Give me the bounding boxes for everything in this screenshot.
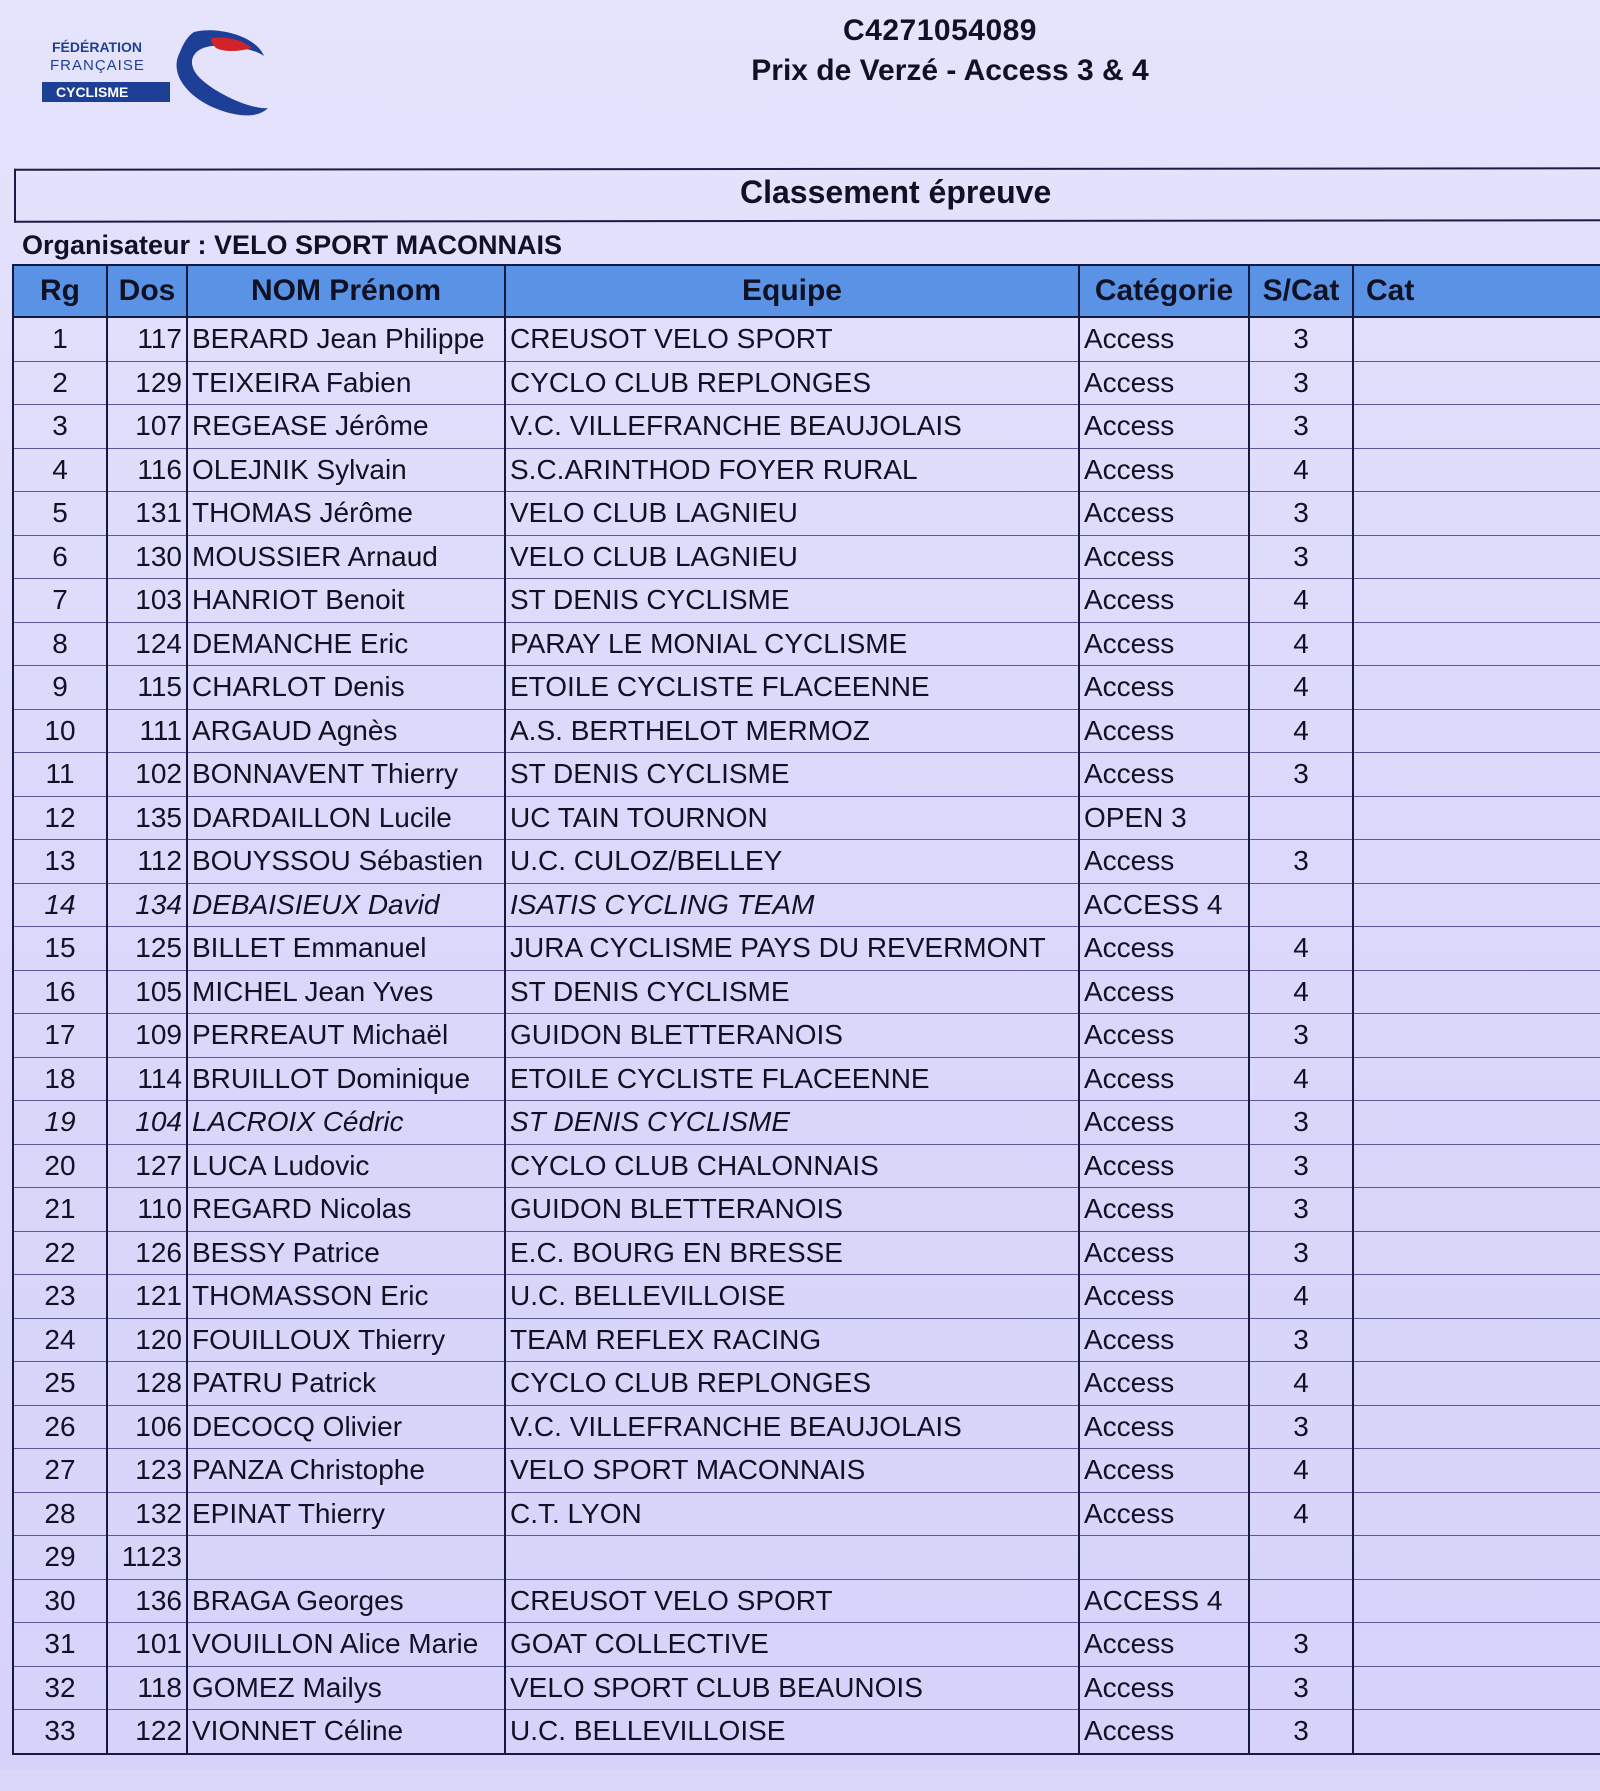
table-row[interactable] bbox=[13, 361, 1600, 405]
rider-name-cell bbox=[187, 1536, 505, 1580]
cat-cell bbox=[1353, 666, 1600, 710]
cat-cell bbox=[1353, 1231, 1600, 1275]
cat-cell bbox=[1353, 1014, 1600, 1058]
bib-cell: 125 bbox=[107, 927, 187, 971]
team-cell: JURA CYCLISME PAYS DU REVERMONT bbox=[505, 927, 1079, 971]
table-row[interactable] bbox=[13, 927, 1600, 971]
rider-name-cell: LUCA Ludovic bbox=[187, 1144, 505, 1188]
rider-name-cell: LACROIX Cédric bbox=[187, 1101, 505, 1145]
rider-name-cell: REGEASE Jérôme bbox=[187, 405, 505, 449]
cat-cell bbox=[1353, 492, 1600, 536]
rider-name-cell: THOMAS Jérôme bbox=[187, 492, 505, 536]
category-cell: Access bbox=[1079, 1188, 1249, 1232]
bib-cell: 106 bbox=[107, 1405, 187, 1449]
bib-cell: 101 bbox=[107, 1623, 187, 1667]
subcategory-cell: 4 bbox=[1249, 970, 1353, 1014]
rider-name-cell: MICHEL Jean Yves bbox=[187, 970, 505, 1014]
cat-cell bbox=[1353, 1144, 1600, 1188]
category-cell: Access bbox=[1079, 1623, 1249, 1667]
subcategory-cell: 4 bbox=[1249, 1362, 1353, 1406]
bib-cell: 117 bbox=[107, 317, 187, 361]
cat-cell bbox=[1353, 840, 1600, 884]
bib-cell: 102 bbox=[107, 753, 187, 797]
category-cell: Access bbox=[1079, 1492, 1249, 1536]
category-cell: Access bbox=[1079, 753, 1249, 797]
team-cell: VELO SPORT MACONNAIS bbox=[505, 1449, 1079, 1493]
category-cell: Access bbox=[1079, 1275, 1249, 1319]
category-cell: Access bbox=[1079, 579, 1249, 623]
rider-name-cell: EPINAT Thierry bbox=[187, 1492, 505, 1536]
cat-cell bbox=[1353, 579, 1600, 623]
category-cell: Access bbox=[1079, 535, 1249, 579]
rank-cell: 15 bbox=[13, 927, 107, 971]
rank-cell: 10 bbox=[13, 709, 107, 753]
rider-name-cell: OLEJNIK Sylvain bbox=[187, 448, 505, 492]
team-cell: CREUSOT VELO SPORT bbox=[505, 317, 1079, 361]
subcategory-cell: 3 bbox=[1249, 535, 1353, 579]
rider-name-cell: THOMASSON Eric bbox=[187, 1275, 505, 1319]
logo-line1: FÉDÉRATION bbox=[52, 39, 142, 55]
bib-cell: 136 bbox=[107, 1579, 187, 1623]
rider-name-cell: BRUILLOT Dominique bbox=[187, 1057, 505, 1101]
bib-cell: 114 bbox=[107, 1057, 187, 1101]
bib-cell: 118 bbox=[107, 1666, 187, 1710]
subcategory-cell bbox=[1249, 883, 1353, 927]
cat-cell bbox=[1353, 622, 1600, 666]
bib-cell: 135 bbox=[107, 796, 187, 840]
subcategory-cell: 3 bbox=[1249, 361, 1353, 405]
cat-cell bbox=[1353, 1623, 1600, 1667]
rank-cell: 2 bbox=[13, 361, 107, 405]
page-bottom-edge bbox=[0, 1770, 1600, 1791]
team-cell: GOAT COLLECTIVE bbox=[505, 1623, 1079, 1667]
subcategory-cell: 3 bbox=[1249, 1623, 1353, 1667]
rider-name-cell: MOUSSIER Arnaud bbox=[187, 535, 505, 579]
team-cell: VELO SPORT CLUB BEAUNOIS bbox=[505, 1666, 1079, 1710]
table-row[interactable] bbox=[13, 666, 1600, 710]
category-cell: OPEN 3 bbox=[1079, 796, 1249, 840]
team-cell: GUIDON BLETTERANOIS bbox=[505, 1188, 1079, 1232]
cat-cell bbox=[1353, 1101, 1600, 1145]
team-cell: C.T. LYON bbox=[505, 1492, 1079, 1536]
logo-line2: FRANÇAISE bbox=[50, 57, 145, 74]
subcategory-cell: 3 bbox=[1249, 1014, 1353, 1058]
cat-cell bbox=[1353, 796, 1600, 840]
subcategory-cell: 3 bbox=[1249, 1318, 1353, 1362]
subcategory-cell: 3 bbox=[1249, 1101, 1353, 1145]
section-title: Classement épreuve bbox=[740, 174, 1052, 210]
bib-cell: 109 bbox=[107, 1014, 187, 1058]
category-cell: Access bbox=[1079, 1405, 1249, 1449]
rank-cell: 31 bbox=[13, 1623, 107, 1667]
team-cell: CYCLO CLUB CHALONNAIS bbox=[505, 1144, 1079, 1188]
table-row[interactable] bbox=[13, 709, 1600, 753]
bib-cell: 129 bbox=[107, 361, 187, 405]
bib-cell: 126 bbox=[107, 1231, 187, 1275]
category-cell: Access bbox=[1079, 1101, 1249, 1145]
rank-cell: 21 bbox=[13, 1188, 107, 1232]
team-cell: GUIDON BLETTERANOIS bbox=[505, 1014, 1079, 1058]
subcategory-cell: 3 bbox=[1249, 753, 1353, 797]
cat-cell bbox=[1353, 535, 1600, 579]
rider-name-cell: HANRIOT Benoit bbox=[187, 579, 505, 623]
category-cell: Access bbox=[1079, 1318, 1249, 1362]
rider-name-cell: BOUYSSOU Sébastien bbox=[187, 840, 505, 884]
category-cell: Access bbox=[1079, 492, 1249, 536]
rank-cell: 24 bbox=[13, 1318, 107, 1362]
team-cell: ST DENIS CYCLISME bbox=[505, 1101, 1079, 1145]
table-row[interactable] bbox=[13, 840, 1600, 884]
col-header-category[interactable]: Catégorie bbox=[1079, 265, 1249, 317]
subcategory-cell: 3 bbox=[1249, 1188, 1353, 1232]
logo-line3: CYCLISME bbox=[56, 84, 129, 100]
rank-cell: 19 bbox=[13, 1101, 107, 1145]
subcategory-cell: 3 bbox=[1249, 405, 1353, 449]
subcategory-cell: 4 bbox=[1249, 1057, 1353, 1101]
category-cell: Access bbox=[1079, 405, 1249, 449]
rank-cell: 30 bbox=[13, 1579, 107, 1623]
team-cell: ST DENIS CYCLISME bbox=[505, 970, 1079, 1014]
cat-cell bbox=[1353, 1275, 1600, 1319]
table-row[interactable] bbox=[13, 317, 1600, 361]
bib-cell: 105 bbox=[107, 970, 187, 1014]
subcategory-cell: 4 bbox=[1249, 1449, 1353, 1493]
col-header-team[interactable]: Equipe bbox=[505, 265, 1079, 317]
bib-cell: 103 bbox=[107, 579, 187, 623]
bib-cell: 116 bbox=[107, 448, 187, 492]
category-cell: Access bbox=[1079, 970, 1249, 1014]
bib-cell: 122 bbox=[107, 1710, 187, 1754]
cat-cell bbox=[1353, 1449, 1600, 1493]
cat-cell bbox=[1353, 1536, 1600, 1580]
team-cell: VELO CLUB LAGNIEU bbox=[505, 535, 1079, 579]
category-cell: Access bbox=[1079, 927, 1249, 971]
table-row[interactable] bbox=[13, 1710, 1600, 1754]
cat-cell bbox=[1353, 1405, 1600, 1449]
rider-name-cell: DEBAISIEUX David bbox=[187, 883, 505, 927]
bib-cell: 121 bbox=[107, 1275, 187, 1319]
table-row[interactable] bbox=[13, 1536, 1600, 1580]
team-cell: ST DENIS CYCLISME bbox=[505, 753, 1079, 797]
category-cell: Access bbox=[1079, 709, 1249, 753]
bib-cell: 130 bbox=[107, 535, 187, 579]
subcategory-cell: 4 bbox=[1249, 666, 1353, 710]
team-cell: ETOILE CYCLISTE FLACEENNE bbox=[505, 1057, 1079, 1101]
rider-name-cell: DARDAILLON Lucile bbox=[187, 796, 505, 840]
rank-cell: 23 bbox=[13, 1275, 107, 1319]
subcategory-cell: 4 bbox=[1249, 1492, 1353, 1536]
cat-cell bbox=[1353, 970, 1600, 1014]
table-row[interactable] bbox=[13, 1014, 1600, 1058]
rank-cell: 14 bbox=[13, 883, 107, 927]
table-header-row bbox=[13, 265, 1600, 317]
category-cell: Access bbox=[1079, 1231, 1249, 1275]
team-cell: E.C. BOURG EN BRESSE bbox=[505, 1231, 1079, 1275]
team-cell: TEAM REFLEX RACING bbox=[505, 1318, 1079, 1362]
col-header-dos[interactable]: Dos bbox=[107, 265, 187, 317]
bib-cell: 111 bbox=[107, 709, 187, 753]
team-cell: V.C. VILLEFRANCHE BEAUJOLAIS bbox=[505, 1405, 1079, 1449]
rider-name-cell: BONNAVENT Thierry bbox=[187, 753, 505, 797]
table-row[interactable] bbox=[13, 492, 1600, 536]
cat-cell bbox=[1353, 883, 1600, 927]
category-cell: Access bbox=[1079, 1144, 1249, 1188]
rank-cell: 5 bbox=[13, 492, 107, 536]
rank-cell: 11 bbox=[13, 753, 107, 797]
rank-cell: 16 bbox=[13, 970, 107, 1014]
table-row[interactable] bbox=[13, 1362, 1600, 1406]
team-cell: ISATIS CYCLING TEAM bbox=[505, 883, 1079, 927]
table-row[interactable] bbox=[13, 1492, 1600, 1536]
bib-cell: 123 bbox=[107, 1449, 187, 1493]
team-cell: UC TAIN TOURNON bbox=[505, 796, 1079, 840]
subcategory-cell: 4 bbox=[1249, 579, 1353, 623]
category-cell: Access bbox=[1079, 1014, 1249, 1058]
cat-cell bbox=[1353, 709, 1600, 753]
team-cell: V.C. VILLEFRANCHE BEAUJOLAIS bbox=[505, 405, 1079, 449]
bib-cell: 134 bbox=[107, 883, 187, 927]
team-cell: CYCLO CLUB REPLONGES bbox=[505, 361, 1079, 405]
cat-cell bbox=[1353, 1362, 1600, 1406]
subcategory-cell: 3 bbox=[1249, 492, 1353, 536]
category-cell: Access bbox=[1079, 1057, 1249, 1101]
category-cell: ACCESS 4 bbox=[1079, 883, 1249, 927]
rider-name-cell: PERREAUT Michaël bbox=[187, 1014, 505, 1058]
table-row[interactable] bbox=[13, 1057, 1600, 1101]
cat-cell bbox=[1353, 1318, 1600, 1362]
rider-name-cell: BESSY Patrice bbox=[187, 1231, 505, 1275]
rider-name-cell: TEIXEIRA Fabien bbox=[187, 361, 505, 405]
team-cell: ETOILE CYCLISTE FLACEENNE bbox=[505, 666, 1079, 710]
cat-cell bbox=[1353, 753, 1600, 797]
subcategory-cell: 3 bbox=[1249, 1666, 1353, 1710]
subcategory-cell: 3 bbox=[1249, 1710, 1353, 1754]
rank-cell: 27 bbox=[13, 1449, 107, 1493]
subcategory-cell: 4 bbox=[1249, 622, 1353, 666]
rank-cell: 17 bbox=[13, 1014, 107, 1058]
table-row[interactable] bbox=[13, 1231, 1600, 1275]
cat-cell bbox=[1353, 361, 1600, 405]
team-cell: U.C. BELLEVILLOISE bbox=[505, 1275, 1079, 1319]
table-row[interactable] bbox=[13, 1275, 1600, 1319]
bib-cell: 112 bbox=[107, 840, 187, 884]
bib-cell: 107 bbox=[107, 405, 187, 449]
table-row[interactable] bbox=[13, 1144, 1600, 1188]
col-header-cat[interactable]: Cat bbox=[1353, 265, 1600, 317]
cat-cell bbox=[1353, 1492, 1600, 1536]
table-row[interactable] bbox=[13, 1623, 1600, 1667]
table-row[interactable] bbox=[13, 405, 1600, 449]
team-cell: CYCLO CLUB REPLONGES bbox=[505, 1362, 1079, 1406]
rank-cell: 29 bbox=[13, 1536, 107, 1580]
bib-cell: 131 bbox=[107, 492, 187, 536]
team-cell: U.C. CULOZ/BELLEY bbox=[505, 840, 1079, 884]
table-row[interactable] bbox=[13, 622, 1600, 666]
cat-cell bbox=[1353, 1579, 1600, 1623]
subcategory-cell: 4 bbox=[1249, 927, 1353, 971]
team-cell bbox=[505, 1536, 1079, 1580]
rider-name-cell: DEMANCHE Eric bbox=[187, 622, 505, 666]
race-code: C4271054089 bbox=[842, 14, 1037, 47]
rider-name-cell: BILLET Emmanuel bbox=[187, 927, 505, 971]
rank-cell: 6 bbox=[13, 535, 107, 579]
rank-cell: 7 bbox=[13, 579, 107, 623]
subcategory-cell: 3 bbox=[1249, 1405, 1353, 1449]
subcategory-cell: 4 bbox=[1249, 709, 1353, 753]
team-cell: VELO CLUB LAGNIEU bbox=[505, 492, 1079, 536]
col-header-name[interactable]: NOM Prénom bbox=[187, 265, 505, 317]
cat-cell bbox=[1353, 317, 1600, 361]
rank-cell: 25 bbox=[13, 1362, 107, 1406]
rank-cell: 18 bbox=[13, 1057, 107, 1101]
cat-cell bbox=[1353, 1710, 1600, 1754]
team-cell: S.C.ARINTHOD FOYER RURAL bbox=[505, 448, 1079, 492]
subcategory-cell bbox=[1249, 796, 1353, 840]
category-cell: Access bbox=[1079, 1362, 1249, 1406]
category-cell: Access bbox=[1079, 840, 1249, 884]
rider-name-cell: PANZA Christophe bbox=[187, 1449, 505, 1493]
bib-cell: 120 bbox=[107, 1318, 187, 1362]
rider-name-cell: REGARD Nicolas bbox=[187, 1188, 505, 1232]
table-row[interactable] bbox=[13, 753, 1600, 797]
subcategory-cell bbox=[1249, 1579, 1353, 1623]
table-row[interactable] bbox=[13, 1101, 1600, 1145]
rank-cell: 12 bbox=[13, 796, 107, 840]
rank-cell: 9 bbox=[13, 666, 107, 710]
table-row[interactable] bbox=[13, 1188, 1600, 1232]
results-table bbox=[12, 264, 1600, 1755]
team-cell: A.S. BERTHELOT MERMOZ bbox=[505, 709, 1079, 753]
category-cell: Access bbox=[1079, 1449, 1249, 1493]
rider-name-cell: DECOCQ Olivier bbox=[187, 1405, 505, 1449]
team-cell: ST DENIS CYCLISME bbox=[505, 579, 1079, 623]
category-cell: Access bbox=[1079, 317, 1249, 361]
rider-name-cell: PATRU Patrick bbox=[187, 1362, 505, 1406]
table-row[interactable] bbox=[13, 1405, 1600, 1449]
bib-cell: 132 bbox=[107, 1492, 187, 1536]
cat-cell bbox=[1353, 1057, 1600, 1101]
table-row[interactable] bbox=[13, 796, 1600, 840]
subcategory-cell bbox=[1249, 1536, 1353, 1580]
cat-cell bbox=[1353, 927, 1600, 971]
table-row[interactable] bbox=[13, 535, 1600, 579]
bib-cell: 104 bbox=[107, 1101, 187, 1145]
rank-cell: 3 bbox=[13, 405, 107, 449]
subcategory-cell: 3 bbox=[1249, 1231, 1353, 1275]
ffc-logo bbox=[42, 30, 322, 130]
bib-cell: 110 bbox=[107, 1188, 187, 1232]
category-cell: Access bbox=[1079, 666, 1249, 710]
col-header-rg[interactable]: Rg bbox=[13, 265, 107, 317]
table-row[interactable] bbox=[13, 1449, 1600, 1493]
organiser-label: Organisateur : VELO SPORT MACONNAIS bbox=[22, 230, 563, 260]
rank-cell: 33 bbox=[13, 1710, 107, 1754]
table-row[interactable] bbox=[13, 579, 1600, 623]
subcategory-cell: 3 bbox=[1249, 317, 1353, 361]
race-title: Prix de Verzé - Access 3 & 4 bbox=[751, 54, 1149, 87]
subcategory-cell: 3 bbox=[1249, 1144, 1353, 1188]
rank-cell: 32 bbox=[13, 1666, 107, 1710]
rank-cell: 26 bbox=[13, 1405, 107, 1449]
bib-cell: 127 bbox=[107, 1144, 187, 1188]
rider-name-cell: CHARLOT Denis bbox=[187, 666, 505, 710]
category-cell: Access bbox=[1079, 1666, 1249, 1710]
rider-name-cell: GOMEZ Mailys bbox=[187, 1666, 505, 1710]
subcategory-cell: 4 bbox=[1249, 1275, 1353, 1319]
category-cell: Access bbox=[1079, 361, 1249, 405]
subcategory-cell: 3 bbox=[1249, 840, 1353, 884]
table-row[interactable] bbox=[13, 1666, 1600, 1710]
subcategory-cell: 4 bbox=[1249, 448, 1353, 492]
table-row[interactable] bbox=[13, 448, 1600, 492]
table-row[interactable] bbox=[13, 883, 1600, 927]
rank-cell: 28 bbox=[13, 1492, 107, 1536]
bib-cell: 128 bbox=[107, 1362, 187, 1406]
rank-cell: 22 bbox=[13, 1231, 107, 1275]
ffc-logo-icon bbox=[42, 30, 322, 130]
rider-name-cell: ARGAUD Agnès bbox=[187, 709, 505, 753]
rank-cell: 8 bbox=[13, 622, 107, 666]
rank-cell: 13 bbox=[13, 840, 107, 884]
rider-name-cell: VIONNET Céline bbox=[187, 1710, 505, 1754]
rider-name-cell: FOUILLOUX Thierry bbox=[187, 1318, 505, 1362]
team-cell: U.C. BELLEVILLOISE bbox=[505, 1710, 1079, 1754]
bib-cell: 1123 bbox=[107, 1536, 187, 1580]
rank-cell: 1 bbox=[13, 317, 107, 361]
rider-name-cell: BRAGA Georges bbox=[187, 1579, 505, 1623]
bib-cell: 115 bbox=[107, 666, 187, 710]
cat-cell bbox=[1353, 405, 1600, 449]
table-row[interactable] bbox=[13, 970, 1600, 1014]
cat-cell bbox=[1353, 448, 1600, 492]
rider-name-cell: BERARD Jean Philippe bbox=[187, 317, 505, 361]
col-header-subcategory[interactable]: S/Cat bbox=[1249, 265, 1353, 317]
category-cell: ACCESS 4 bbox=[1079, 1579, 1249, 1623]
team-cell: CREUSOT VELO SPORT bbox=[505, 1579, 1079, 1623]
table-row[interactable] bbox=[13, 1579, 1600, 1623]
category-cell: Access bbox=[1079, 448, 1249, 492]
cat-cell bbox=[1353, 1188, 1600, 1232]
team-cell: PARAY LE MONIAL CYCLISME bbox=[505, 622, 1079, 666]
rank-cell: 4 bbox=[13, 448, 107, 492]
category-cell: Access bbox=[1079, 622, 1249, 666]
table-row[interactable] bbox=[13, 1318, 1600, 1362]
cat-cell bbox=[1353, 1666, 1600, 1710]
bib-cell: 124 bbox=[107, 622, 187, 666]
rank-cell: 20 bbox=[13, 1144, 107, 1188]
rider-name-cell: VOUILLON Alice Marie bbox=[187, 1623, 505, 1667]
category-cell: Access bbox=[1079, 1710, 1249, 1754]
category-cell bbox=[1079, 1536, 1249, 1580]
